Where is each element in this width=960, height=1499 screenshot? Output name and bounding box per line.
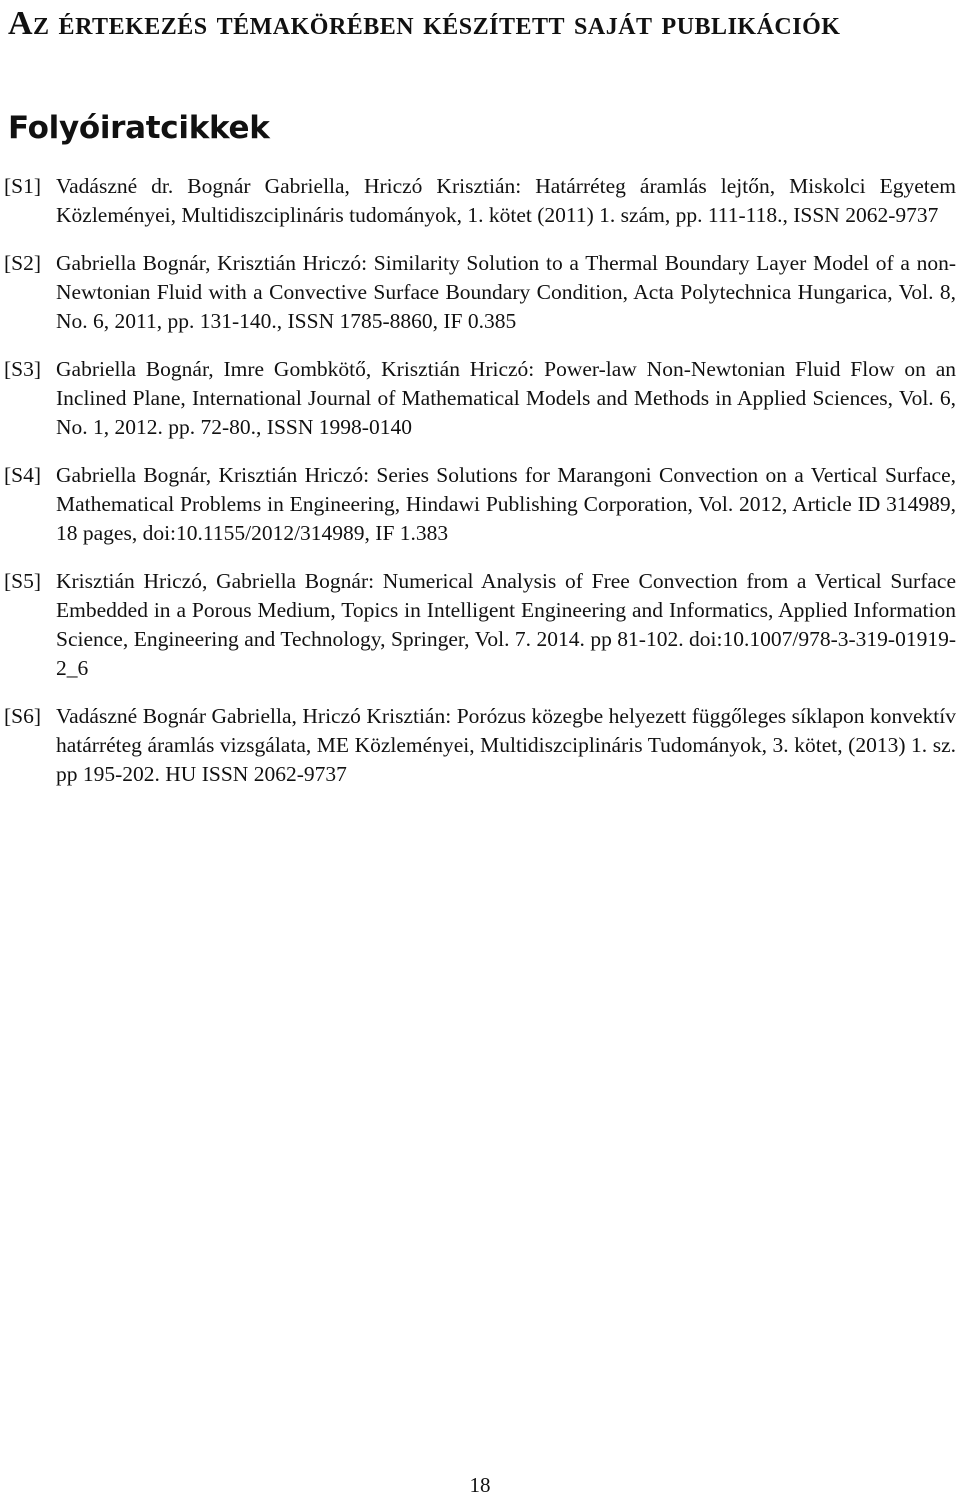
publication-item — [0, 567, 956, 683]
publication-text: Vadászné dr. Bognár Gabriella, Hriczó Krisztián: Határréteg áramlás lejtőn, Miskolci Egyetem Közleményei, Multidiszciplináris tudományok, 1. kötet (2011) 1. szám, pp. 111-118., ISSN 2062-9737 — [56, 174, 956, 227]
publication-label: [S2] — [4, 251, 42, 275]
publication-label: [S5] — [4, 569, 42, 593]
publication-text: Gabriella Bognár, Imre Gombkötő, Krisztián Hriczó: Power-law Non-Newtonian Fluid Flow on an Inclined Plane, International Journal of Mathematical Models and Methods in Applied Sciences, Vol. 6, No. 1, 2012. pp. 72-80., ISSN 1998-0140 — [56, 357, 956, 439]
publication-label: [S3] — [4, 357, 42, 381]
publication-text: Krisztián Hriczó, Gabriella Bognár: Numerical Analysis of Free Convection from a Vertical Surface Embedded in a Porous Medium, Topics in Intelligent Engineering and Informatics, Applied Information Science, Engineering and Technology, Springer, Vol. 7. 2014. pp 81-102. doi:10.1007/978-3-319-01919-2_6 — [56, 569, 956, 680]
publication-item — [0, 355, 956, 442]
page-number: 18 — [469, 1473, 491, 1497]
publication-label: [S1] — [4, 174, 42, 198]
publication-text: Gabriella Bognár, Krisztián Hriczó: Series Solutions for Marangoni Convection on a Vertical Surface, Mathematical Problems in Engineering, Hindawi Publishing Corporation, Vol. 2012, Article ID 314989, 18 pages, doi:10.1155/2012/314989, IF 1.383 — [56, 463, 956, 545]
chapter-title: Az értekezés témakörében készített saját publikációk — [8, 5, 841, 42]
publication-item — [0, 461, 956, 548]
publication-label: [S4] — [4, 463, 42, 487]
publication-text: Vadászné Bognár Gabriella, Hriczó Krisztián: Porózus közegbe helyezett függőleges síklapon konvektív határréteg áramlás vizsgálata, ME Közleményei, Multidiszciplináris Tudományok, 3. kötet, (2013) 1. sz. pp 195-202. HU ISSN 2062-9737 — [56, 704, 956, 786]
publication-item — [0, 172, 956, 230]
publication-item — [0, 702, 956, 789]
publication-list — [0, 172, 956, 808]
publication-text: Gabriella Bognár, Krisztián Hriczó: Similarity Solution to a Thermal Boundary Layer Model of a non-Newtonian Fluid with a Convective Surface Boundary Condition, Acta Polytechnica Hungarica, Vol. 8, No. 6, 2011, pp. 131-140., ISSN 1785-8860, IF 0.385 — [56, 251, 956, 333]
publication-label: [S6] — [4, 704, 42, 728]
section-title: Folyóiratcikkek — [8, 110, 270, 146]
publication-item — [0, 249, 956, 336]
